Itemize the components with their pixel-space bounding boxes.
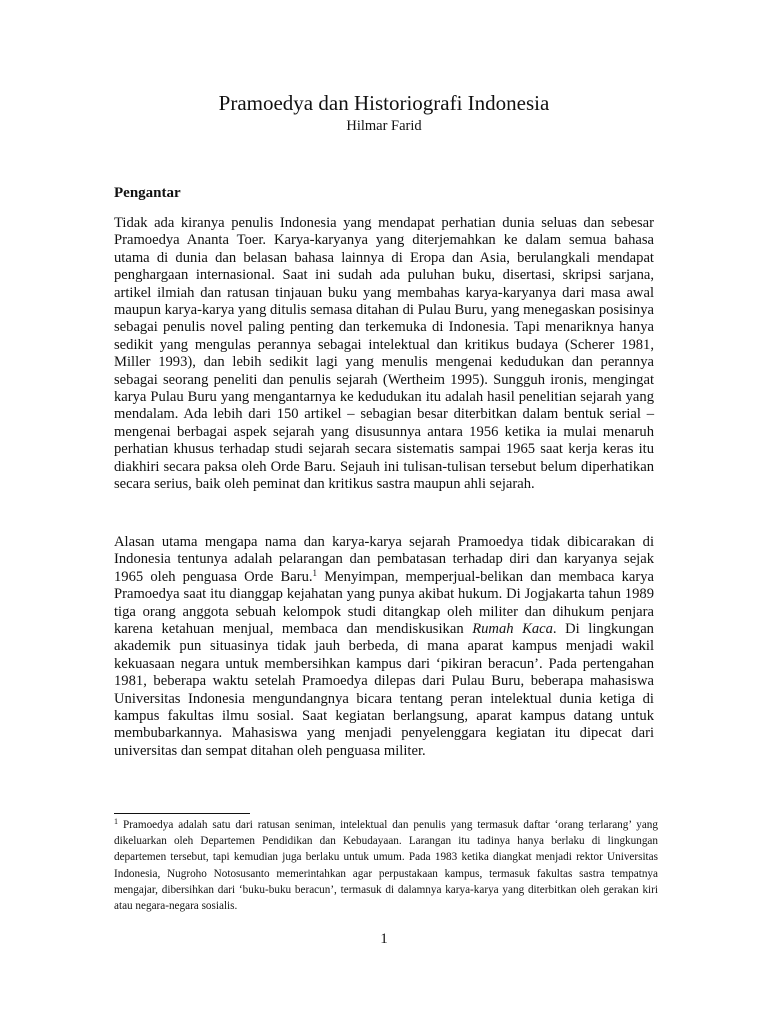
footnote	[114, 817, 658, 914]
section-heading: Pengantar	[114, 185, 181, 201]
footnote-number: 1	[114, 817, 118, 826]
paragraph-2-text-b: Menyimpan, memperjual-belikan dan membaca karya Pramoedya saat itu dianggap kejahatan yang punya akibat hukum. Di Jogjakarta tahun 1989 tiga orang anggota sebuah kelompok studi ditangkap oleh militer dan dihukum penjara karena ketahuan menjual, membaca dan mendiskusikan	[114, 568, 654, 638]
book-title-italic: Rumah Kaca	[472, 621, 553, 638]
footnote-divider	[114, 813, 250, 814]
paragraph-2-text-c: . Di lingkungan akademik pun situasinya tidak jauh berbeda, di mana aparat kampus menjadi wakil kekuasaan negara untuk membersihkan kampus dari ‘pikiran beracun’. Pada pertengahan 1981, beberapa waktu setelah Pramoedya dilepas dari Pulau Buru, beberapa mahasiswa Universitas Indonesia mengundangnya bicara tentang peran intelektual dunia ketiga di kampus fakultas ilmu sosial. Saat kegiatan berlangsung, aparat kampus datang untuk membubarkannya. Mahasiswa yang menjadi penyelenggara kegiatan itu dipecat dari universitas dan sempat ditahan oleh penguasa militer.	[114, 621, 654, 759]
footnote-reference[interactable]: 1	[312, 567, 318, 578]
footnote-text: Pramoedya adalah satu dari ratusan seniman, intelektual dan penulis yang termasuk daftar ‘orang terlarang’ yang dikeluarkan oleh Departemen Pendidikan dan Kebudayaan. Larangan itu tadinya hanya berlaku di lingkungan departemen tersebut, tapi kemudian juga berlaku untuk umum. Pada 1983 ketika diangkat menjadi rektor Universitas Indonesia, Nugroho Notosusanto memerintahkan agar perpustakaan kampus, termasuk fakultas sastra tempatnya mengajar, dibersihkan dari ‘buku-buku beracun’, termasuk di dalamnya karya-karya yang diterbitkan oleh gerakan kiri atau negara-negara sosialis.	[114, 819, 658, 913]
body-paragraph-2	[114, 534, 654, 760]
document-author: Hilmar Farid	[346, 118, 422, 134]
body-paragraph-1: Tidak ada kiranya penulis Indonesia yang mendapat perhatian dunia seluas dan sebesar Pramoedya Ananta Toer. Karya-karyanya yang diterjemahkan ke dalam semua bahasa utama di dunia dan belasan bahasa lainnya di Eropa dan Asia, berulangkali mendapat penghargaan internasional. Saat ini sudah ada puluhan buku, disertasi, skripsi sarjana, artikel ilmiah dan ratusan tinjauan buku yang membahas karya-karyanya dari masa awal maupun karya-karya yang ditulis semasa ditahan di Pulau Buru, yang menegaskan posisinya sebagai penulis novel paling penting dan terkemuka di Indonesia. Tapi menariknya hanya sedikit yang mengulas perannya sebagai intelektual dan kritikus budaya (Scherer 1981, Miller 1993), dan lebih sedikit lagi yang menulis mengenai kedudukan dan perannya sebagai seorang peneliti dan penulis sejarah (Wertheim 1995). Sungguh ironis, mengingat karya Pulau Buru yang mengantarnya ke kedudukan itu adalah hasil penelitian sejarah yang mendalam. Ada lebih dari 150 artikel – sebagian besar diterbitkan dalam bentuk serial – mengenai berbagai aspek sejarah yang disusunnya antara 1956 ketika ia mulai menaruh perhatian khusus terhadap studi sejarah secara sistematis sampai 1965 saat kerja keras itu diakhiri secara paksa oleh Orde Baru. Sejauh ini tulisan-tulisan tersebut belum diperhatikan secara serius, baik oleh peminat dan kritikus sastra maupun ahli sejarah.	[114, 215, 654, 493]
page-number: 1	[380, 931, 388, 947]
document-title: Pramoedya dan Historiografi Indonesia	[218, 91, 550, 115]
paragraph-2-text-a: Alasan utama mengapa nama dan karya-karya sejarah Pramoedya tidak dibicarakan di Indonesia tentunya adalah pelarangan dan pembatasan terhadap diri dan karyanya sejak 1965 oleh penguasa Orde Baru.	[114, 534, 654, 585]
